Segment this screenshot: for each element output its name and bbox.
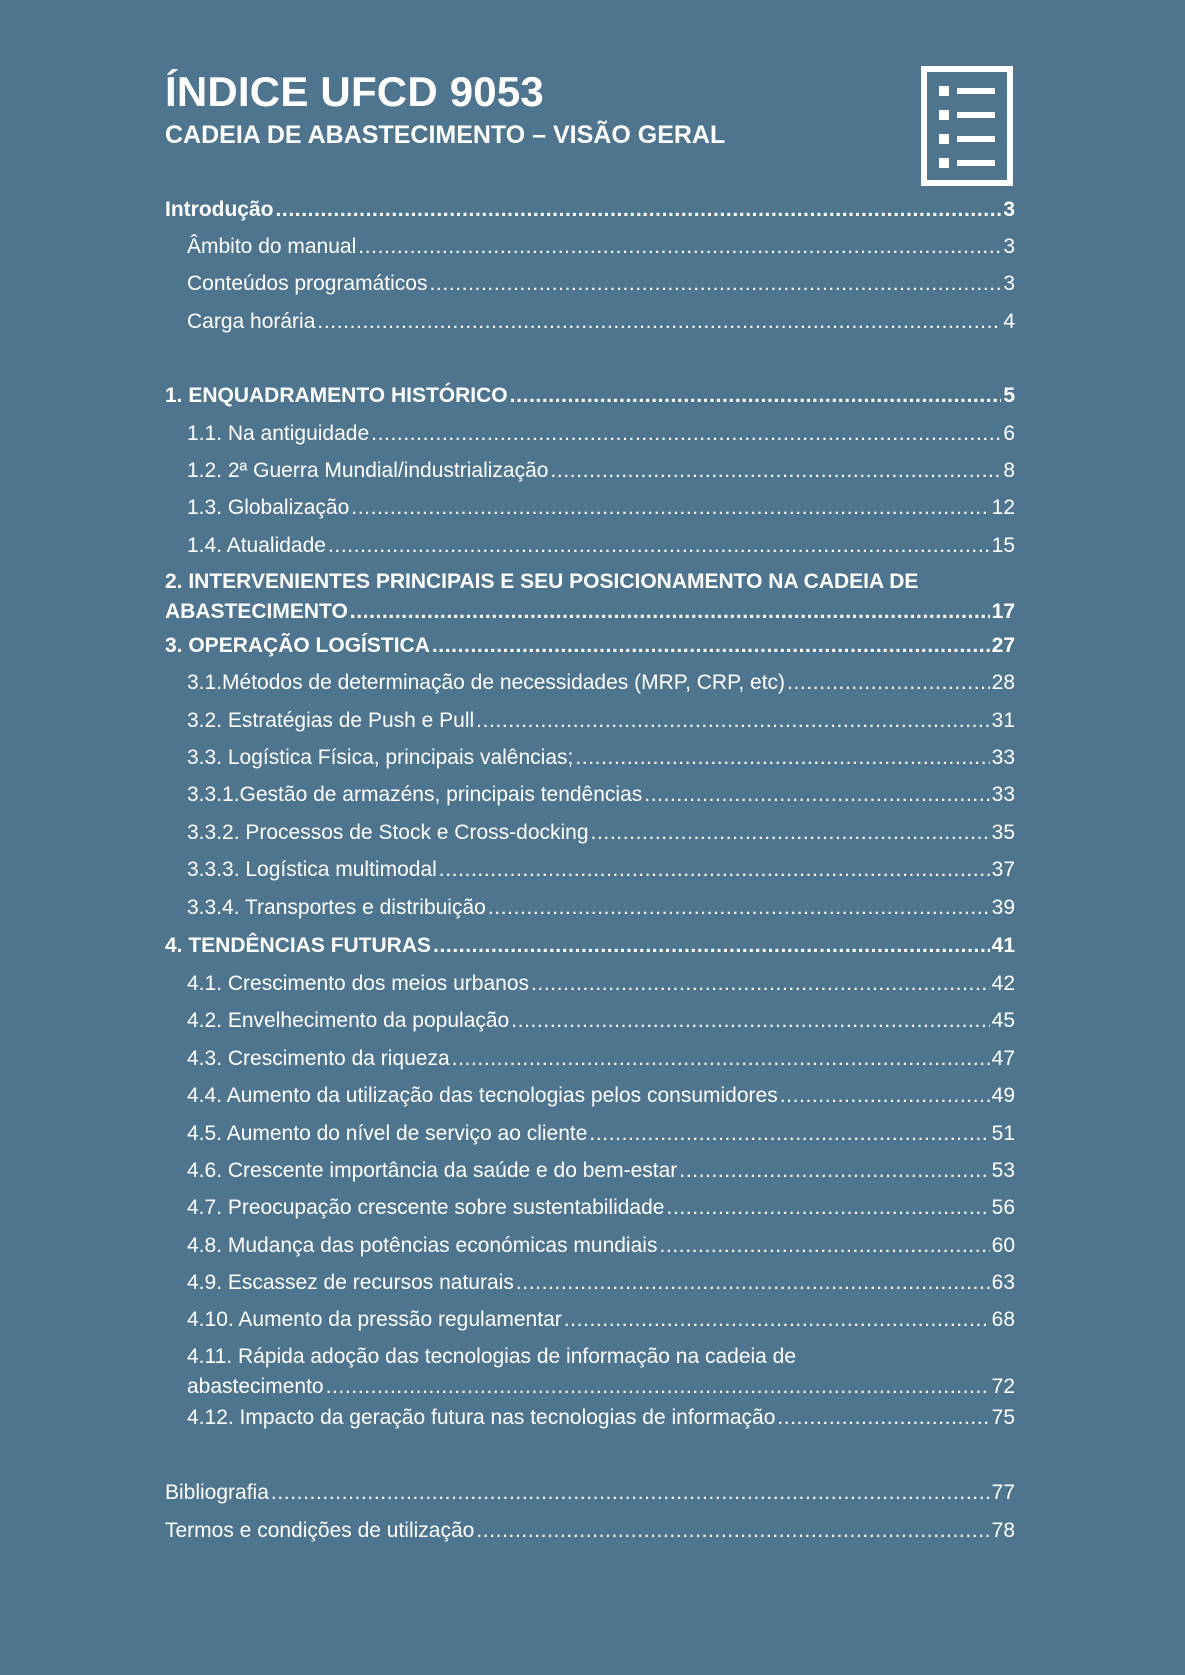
toc-entry-label: 4.2. Envelhecimento da população	[187, 1009, 510, 1032]
toc-entry[interactable]	[165, 1478, 1015, 1508]
toc-entry-page-number: 39	[991, 896, 1015, 919]
dot-leader	[276, 195, 1002, 225]
toc-entry-label: 4.4. Aumento da utilização das tecnologias pelos consumidores	[187, 1084, 778, 1107]
toc-entry[interactable]	[165, 1119, 1015, 1149]
dot-leader	[326, 1372, 990, 1402]
dot-leader	[439, 855, 990, 885]
toc-entry-label: 1.4. Atualidade	[187, 534, 326, 557]
dot-leader	[317, 307, 1001, 337]
toc-entry-label: abastecimento	[187, 1375, 324, 1398]
dot-leader	[452, 1044, 990, 1074]
toc-entry-label: 4.1. Crescimento dos meios urbanos	[187, 972, 529, 995]
toc-entry-label: 1.2. 2ª Guerra Mundial/industrialização	[187, 459, 549, 482]
toc-entry[interactable]	[165, 1006, 1015, 1036]
toc-entry-page-number: 3	[1003, 272, 1015, 295]
toc-entry-label-line1: 2. INTERVENIENTES PRINCIPAIS E SEU POSICIONAMENTO NA CADEIA DE	[165, 570, 919, 593]
toc-entry-label: Âmbito do manual	[187, 235, 357, 258]
toc-entry-page-number: 72	[991, 1375, 1015, 1398]
toc-entry-label: Carga horária	[187, 310, 316, 333]
dot-leader	[510, 381, 1002, 411]
toc-entry-label: 4.10. Aumento da pressão regulamentar	[187, 1308, 562, 1331]
toc-entry-label: Conteúdos programáticos	[187, 272, 428, 295]
dot-leader	[550, 456, 1001, 486]
toc-entry-label: 3. OPERAÇÃO LOGÍSTICA	[165, 634, 430, 657]
toc-entry-label: 1. ENQUADRAMENTO HISTÓRICO	[165, 384, 508, 407]
toc-entry-label: 3.3. Logística Física, principais valências;	[187, 746, 574, 769]
toc-entry-label: 1.1. Na antiguidade	[187, 422, 370, 445]
toc-entry-page-number: 42	[991, 972, 1015, 995]
toc-entry-page-number: 37	[991, 858, 1015, 881]
toc-entry-label: 4.6. Crescente importância da saúde e do bem-estar	[187, 1159, 678, 1182]
toc-entry-page-number: 8	[1003, 459, 1015, 482]
dot-leader	[591, 818, 990, 848]
dot-leader	[780, 1081, 990, 1111]
dot-leader	[659, 1231, 989, 1261]
dot-leader	[564, 1305, 990, 1335]
toc-entry-label: 4. TENDÊNCIAS FUTURAS	[165, 934, 432, 957]
toc-entry-page-number: 33	[991, 783, 1015, 806]
page-title: ÍNDICE UFCD 9053	[165, 68, 544, 115]
dot-leader	[488, 893, 990, 923]
toc-entry[interactable]	[165, 893, 1015, 923]
toc-entry[interactable]	[165, 531, 1015, 561]
toc-entry[interactable]	[165, 1516, 1015, 1546]
toc-entry[interactable]	[165, 269, 1015, 299]
toc-entry-label: 4.8. Mudança das potências económicas mundiais	[187, 1234, 658, 1257]
toc-entry[interactable]	[165, 855, 1015, 885]
page-subtitle: CADEIA DE ABASTECIMENTO – VISÃO GERAL	[165, 121, 726, 149]
toc-entry-page-number: 5	[1003, 384, 1015, 407]
toc-entry[interactable]	[165, 818, 1015, 848]
toc-entry[interactable]	[165, 1342, 1015, 1402]
toc-entry[interactable]	[165, 1305, 1015, 1335]
toc-entry-page-number: 41	[991, 934, 1015, 957]
toc-entry-label: ABASTECIMENTO	[165, 600, 348, 623]
dot-leader	[476, 1516, 989, 1546]
dot-leader	[666, 1193, 989, 1223]
toc-entry-page-number: 31	[991, 709, 1015, 732]
toc-entry-page-number: 68	[991, 1308, 1015, 1331]
toc-entry-label: 4.5. Aumento do nível de serviço ao cliente	[187, 1122, 588, 1145]
dot-leader	[271, 1478, 990, 1508]
dot-leader	[350, 597, 990, 627]
dot-leader	[358, 232, 1001, 262]
toc-entry-page-number: 63	[991, 1271, 1015, 1294]
toc-entry-label: Introdução	[165, 198, 274, 221]
toc-entry-page-number: 12	[991, 496, 1015, 519]
table-of-contents-icon	[921, 66, 1013, 186]
toc-entry-page-number: 6	[1003, 422, 1015, 445]
toc-entry-page-number: 33	[991, 746, 1015, 769]
toc-entry-label: 1.3. Globalização	[187, 496, 350, 519]
toc-entry-page-number: 27	[991, 634, 1015, 657]
dot-leader	[644, 780, 989, 810]
toc-entry-page-number: 56	[991, 1196, 1015, 1219]
toc-entry-label: 3.3.3. Logística multimodal	[187, 858, 437, 881]
toc-entry-label: 4.3. Crescimento da riqueza	[187, 1047, 450, 1070]
toc-entry-page-number: 75	[991, 1406, 1015, 1429]
toc-entry-label: 3.3.4. Transportes e distribuição	[187, 896, 486, 919]
toc-entry-page-number: 60	[991, 1234, 1015, 1257]
dot-leader	[371, 419, 1001, 449]
dot-leader	[511, 1006, 989, 1036]
dot-leader	[432, 631, 990, 661]
dot-leader	[589, 1119, 989, 1149]
toc-entry-page-number: 3	[1003, 235, 1015, 258]
dot-leader	[531, 969, 990, 999]
toc-entry[interactable]	[165, 493, 1015, 523]
toc-entry[interactable]	[165, 1231, 1015, 1261]
toc-entry-page-number: 53	[991, 1159, 1015, 1182]
toc-entry[interactable]	[165, 567, 1015, 627]
toc-entry-page-number: 47	[991, 1047, 1015, 1070]
page-header	[165, 68, 725, 150]
toc-entry[interactable]	[165, 1044, 1015, 1074]
toc-entry-page-number: 78	[991, 1519, 1015, 1542]
toc-entry[interactable]	[165, 1156, 1015, 1186]
toc-entry[interactable]	[165, 1268, 1015, 1298]
toc-entry-page-number: 3	[1003, 198, 1015, 221]
toc-entry-page-number: 28	[991, 671, 1015, 694]
toc-entry[interactable]	[165, 195, 1015, 225]
toc-entry-label-line1: 4.11. Rápida adoção das tecnologias de informação na cadeia de	[187, 1345, 797, 1368]
toc-entry-page-number: 4	[1003, 310, 1015, 333]
dot-leader	[328, 531, 990, 561]
toc-entry[interactable]	[165, 668, 1015, 698]
toc-entry[interactable]	[165, 307, 1015, 337]
dot-leader	[575, 743, 989, 773]
toc-entry[interactable]	[165, 743, 1015, 773]
toc-entry-page-number: 35	[991, 821, 1015, 844]
toc-entry[interactable]	[165, 232, 1015, 262]
toc-entry[interactable]	[165, 419, 1015, 449]
dot-leader	[433, 931, 990, 961]
toc-entry[interactable]	[165, 1081, 1015, 1111]
toc-entry-label: 4.12. Impacto da geração futura nas tecnologias de informação	[187, 1406, 776, 1429]
dot-leader	[777, 1403, 989, 1433]
dot-leader	[679, 1156, 989, 1186]
toc-entry[interactable]	[165, 969, 1015, 999]
toc-entry-label: 3.3.1.Gestão de armazéns, principais tendências	[187, 783, 643, 806]
toc-entry-label: Bibliografia	[165, 1481, 269, 1504]
toc-entry-page-number: 51	[991, 1122, 1015, 1145]
dot-leader	[787, 668, 990, 698]
toc-entry-page-number: 45	[991, 1009, 1015, 1032]
toc-entry-page-number: 49	[991, 1084, 1015, 1107]
toc-entry-label: 4.7. Preocupação crescente sobre sustentabilidade	[187, 1196, 665, 1219]
toc-entry[interactable]	[165, 1403, 1015, 1433]
toc-entry-label: 3.1.Métodos de determinação de necessidades (MRP, CRP, etc)	[187, 671, 786, 694]
toc-entry-label: 4.9. Escassez de recursos naturais	[187, 1271, 514, 1294]
toc-entry[interactable]	[165, 381, 1015, 411]
toc-entry-page-number: 77	[991, 1481, 1015, 1504]
toc-entry-label: Termos e condições de utilização	[165, 1519, 475, 1542]
toc-entry[interactable]	[165, 931, 1015, 961]
dot-leader	[429, 269, 1001, 299]
dot-leader	[351, 493, 989, 523]
toc-entry[interactable]	[165, 780, 1015, 810]
toc-entry-page-number: 15	[991, 534, 1015, 557]
toc-entry[interactable]	[165, 456, 1015, 486]
toc-entry-page-number: 17	[991, 600, 1015, 623]
toc-entry[interactable]	[165, 706, 1015, 736]
toc-entry[interactable]	[165, 631, 1015, 661]
toc-entry[interactable]	[165, 1193, 1015, 1223]
dot-leader	[516, 1268, 990, 1298]
dot-leader	[476, 706, 989, 736]
toc-entry-label: 3.3.2. Processos de Stock e Cross-docking	[187, 821, 589, 844]
toc-entry-label: 3.2. Estratégias de Push e Pull	[187, 709, 475, 732]
